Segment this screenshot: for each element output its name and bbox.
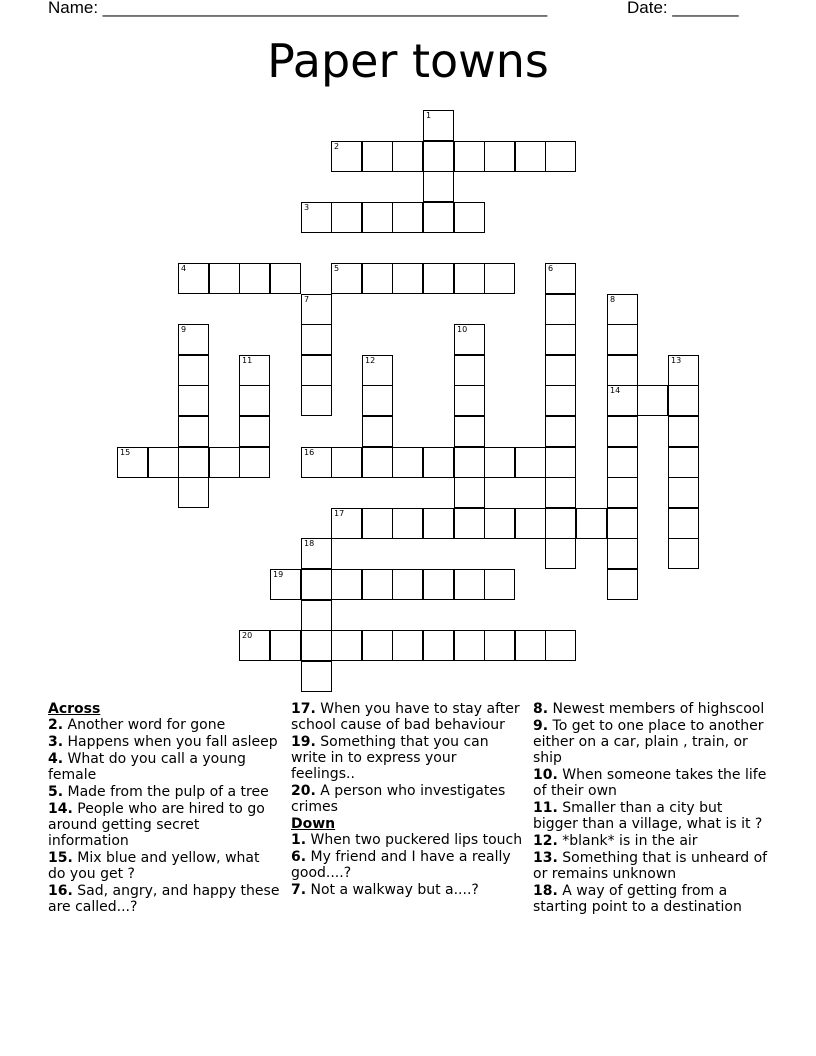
clue-column-3: [533, 701, 769, 916]
cell-number: 5: [334, 264, 340, 273]
clue-number: 13.: [533, 850, 558, 866]
grid-cell[interactable]: [423, 171, 454, 202]
grid-cell[interactable]: [362, 141, 393, 172]
clue-text: Newest members of highscool: [552, 701, 765, 717]
grid-cell[interactable]: [209, 263, 240, 294]
grid-cell[interactable]: [484, 141, 515, 172]
grid-cell[interactable]: [270, 263, 301, 294]
grid-cell[interactable]: [423, 508, 454, 539]
grid-cell[interactable]: [576, 508, 607, 539]
clue-text: When you have to stay after school cause of bad behaviour: [291, 701, 520, 733]
clue-number: 17.: [291, 701, 316, 717]
clue-number: 18.: [533, 883, 558, 899]
grid-cell[interactable]: [668, 477, 699, 508]
down-clue: [533, 718, 769, 766]
clue-number: 9.: [533, 718, 549, 734]
clue-number: 1.: [291, 832, 307, 848]
across-clue: [48, 751, 280, 783]
grid-cell[interactable]: [301, 294, 332, 325]
down-clue: [533, 833, 769, 849]
grid-cell[interactable]: [607, 416, 638, 447]
grid-cell[interactable]: [454, 477, 485, 508]
clue-text: *blank* is in the air: [562, 833, 698, 849]
across-clue: [291, 783, 523, 815]
clue-text: Something that is unheard of or remains unknown: [533, 850, 768, 882]
grid-cell[interactable]: [423, 630, 454, 661]
grid-cell[interactable]: [331, 447, 362, 478]
grid-cell[interactable]: [668, 416, 699, 447]
cell-number: 11: [242, 356, 253, 365]
grid-cell[interactable]: [362, 447, 393, 478]
grid-cell[interactable]: [362, 385, 393, 416]
clue-text: When someone takes the life of their own: [533, 767, 767, 799]
across-heading: Across: [48, 701, 101, 717]
grid-cell[interactable]: [454, 508, 485, 539]
grid-cell[interactable]: [301, 355, 332, 386]
grid-cell[interactable]: [392, 508, 423, 539]
grid-cell[interactable]: [209, 447, 240, 478]
grid-cell[interactable]: [148, 447, 179, 478]
grid-cell[interactable]: [423, 141, 454, 172]
grid-cell[interactable]: [637, 385, 668, 416]
grid-cell[interactable]: [545, 294, 576, 325]
cell-number: 17: [334, 509, 345, 518]
grid-cell[interactable]: [668, 508, 699, 539]
grid-cell[interactable]: [239, 630, 270, 661]
grid-cell[interactable]: [607, 508, 638, 539]
clue-text: People who are hired to go around getting secret information: [48, 801, 265, 849]
cell-number: 18: [304, 539, 315, 548]
clue-number: 12.: [533, 833, 558, 849]
clue-number: 14.: [48, 801, 73, 817]
down-clue: [291, 882, 523, 898]
grid-cell[interactable]: [362, 630, 393, 661]
grid-cell[interactable]: [454, 569, 485, 600]
grid-cell[interactable]: [454, 447, 485, 478]
grid-cell[interactable]: [331, 263, 362, 294]
cell-number: 19: [273, 570, 284, 579]
clue-text: Smaller than a city but bigger than a village, what is it ?: [533, 800, 763, 832]
grid-cell[interactable]: [301, 324, 332, 355]
grid-cell[interactable]: [178, 385, 209, 416]
clue-text: Another word for gone: [67, 717, 226, 733]
grid-cell[interactable]: [515, 508, 546, 539]
grid-cell[interactable]: [301, 202, 332, 233]
grid-cell[interactable]: [607, 385, 638, 416]
cell-number: 13: [671, 356, 682, 365]
grid-cell[interactable]: [454, 141, 485, 172]
across-clue: [48, 717, 280, 733]
grid-cell[interactable]: [607, 569, 638, 600]
clue-number: 7.: [291, 882, 307, 898]
grid-cell[interactable]: [423, 569, 454, 600]
grid-cell[interactable]: [454, 202, 485, 233]
grid-cell[interactable]: [362, 416, 393, 447]
clue-number: 8.: [533, 701, 549, 717]
grid-cell[interactable]: [239, 385, 270, 416]
cell-number: 20: [242, 631, 253, 640]
grid-cell[interactable]: [454, 324, 485, 355]
grid-cell[interactable]: [545, 324, 576, 355]
clue-text: To get to one place to another either on a car, plain , train, or ship: [533, 718, 764, 766]
clue-number: 15.: [48, 850, 73, 866]
grid-cell[interactable]: [668, 538, 699, 569]
grid-cell[interactable]: [423, 447, 454, 478]
grid-cell[interactable]: [545, 416, 576, 447]
grid-cell[interactable]: [454, 263, 485, 294]
grid-cell[interactable]: [484, 263, 515, 294]
grid-cell[interactable]: [362, 263, 393, 294]
clue-number: 10.: [533, 767, 558, 783]
grid-cell[interactable]: [454, 630, 485, 661]
across-clue: [48, 850, 280, 882]
grid-cell[interactable]: [392, 263, 423, 294]
clue-text: Mix blue and yellow, what do you get ?: [48, 850, 260, 882]
grid-cell[interactable]: [178, 263, 209, 294]
grid-cell[interactable]: [545, 355, 576, 386]
clue-number: 11.: [533, 800, 558, 816]
grid-cell[interactable]: [301, 447, 332, 478]
clue-text: Happens when you fall asleep: [67, 734, 278, 750]
down-clue: [533, 767, 769, 799]
name-field-label: Name: _______________________________________________: [48, 0, 548, 17]
cell-number: 10: [457, 325, 468, 334]
grid-cell[interactable]: [331, 508, 362, 539]
grid-cell[interactable]: [392, 447, 423, 478]
grid-cell[interactable]: [423, 202, 454, 233]
cell-number: 9: [181, 325, 187, 334]
grid-cell[interactable]: [484, 630, 515, 661]
clue-column-1: [48, 701, 280, 916]
grid-cell[interactable]: [392, 630, 423, 661]
cell-number: 12: [365, 356, 376, 365]
clue-column-2: [291, 701, 523, 899]
down-clue: [533, 850, 769, 882]
across-clue: [291, 734, 523, 782]
clue-number: 3.: [48, 734, 64, 750]
clue-number: 4.: [48, 751, 64, 767]
clue-number: 5.: [48, 784, 64, 800]
grid-cell[interactable]: [607, 477, 638, 508]
across-clue: [48, 801, 280, 849]
grid-cell[interactable]: [301, 630, 332, 661]
cell-number: 1: [426, 111, 432, 120]
grid-cell[interactable]: [239, 355, 270, 386]
grid-cell[interactable]: [178, 416, 209, 447]
clue-text: A person who investigates crimes: [291, 783, 506, 815]
grid-cell[interactable]: [545, 141, 576, 172]
grid-cell[interactable]: [392, 202, 423, 233]
grid-cell[interactable]: [178, 355, 209, 386]
grid-cell[interactable]: [607, 355, 638, 386]
cell-number: 3: [304, 203, 310, 212]
grid-cell[interactable]: [270, 630, 301, 661]
grid-cell[interactable]: [484, 508, 515, 539]
grid-cell[interactable]: [331, 630, 362, 661]
grid-cell[interactable]: [392, 141, 423, 172]
grid-cell[interactable]: [178, 324, 209, 355]
page-title: Paper towns: [267, 34, 549, 88]
grid-cell[interactable]: [239, 416, 270, 447]
cell-number: 14: [610, 386, 621, 395]
down-clue: [533, 701, 769, 717]
clue-text: A way of getting from a starting point to a destination: [533, 883, 742, 915]
clue-number: 20.: [291, 783, 316, 799]
date-field-label: Date: _______: [627, 0, 739, 17]
grid-cell[interactable]: [545, 447, 576, 478]
clue-text: Something that you can write in to express your feelings..: [291, 734, 489, 782]
grid-cell[interactable]: [362, 569, 393, 600]
grid-cell[interactable]: [484, 569, 515, 600]
grid-cell[interactable]: [301, 600, 332, 631]
clue-text: Not a walkway but a....?: [310, 882, 479, 898]
cell-number: 7: [304, 295, 310, 304]
cell-number: 6: [548, 264, 554, 273]
grid-cell[interactable]: [515, 141, 546, 172]
grid-cell[interactable]: [331, 141, 362, 172]
clue-text: What do you call a young female: [48, 751, 246, 783]
grid-cell[interactable]: [545, 263, 576, 294]
clue-number: 6.: [291, 849, 307, 865]
cell-number: 16: [304, 448, 315, 457]
across-clue: [48, 734, 280, 750]
grid-cell[interactable]: [178, 477, 209, 508]
cell-number: 2: [334, 142, 340, 151]
grid-cell[interactable]: [668, 355, 699, 386]
grid-cell[interactable]: [454, 416, 485, 447]
across-clue: [48, 883, 280, 915]
grid-cell[interactable]: [178, 447, 209, 478]
grid-cell[interactable]: [668, 447, 699, 478]
down-heading: Down: [291, 816, 336, 832]
grid-cell[interactable]: [545, 385, 576, 416]
grid-cell[interactable]: [117, 447, 148, 478]
down-clue: [291, 832, 523, 848]
cell-number: 15: [120, 448, 131, 457]
down-clue: [291, 849, 523, 881]
grid-cell[interactable]: [607, 324, 638, 355]
across-clue: [291, 701, 523, 733]
grid-cell[interactable]: [545, 508, 576, 539]
grid-cell[interactable]: [331, 202, 362, 233]
clue-text: My friend and I have a really good....?: [291, 849, 511, 881]
grid-cell[interactable]: [484, 447, 515, 478]
grid-cell[interactable]: [301, 385, 332, 416]
grid-cell[interactable]: [331, 569, 362, 600]
grid-cell[interactable]: [423, 110, 454, 141]
grid-cell[interactable]: [239, 263, 270, 294]
grid-cell[interactable]: [515, 447, 546, 478]
down-clue: [533, 800, 769, 832]
grid-cell[interactable]: [239, 447, 270, 478]
grid-cell[interactable]: [545, 538, 576, 569]
grid-cell[interactable]: [270, 569, 301, 600]
grid-cell[interactable]: [607, 538, 638, 569]
clue-number: 16.: [48, 883, 73, 899]
grid-cell[interactable]: [362, 508, 393, 539]
clue-text: Made from the pulp of a tree: [67, 784, 269, 800]
grid-cell[interactable]: [362, 202, 393, 233]
grid-cell[interactable]: [392, 569, 423, 600]
grid-cell[interactable]: [362, 355, 393, 386]
grid-cell[interactable]: [301, 569, 332, 600]
grid-cell[interactable]: [423, 263, 454, 294]
grid-cell[interactable]: [545, 477, 576, 508]
clue-text: When two puckered lips touch: [310, 832, 523, 848]
grid-cell[interactable]: [607, 447, 638, 478]
grid-cell[interactable]: [301, 661, 332, 692]
grid-cell[interactable]: [301, 538, 332, 569]
grid-cell[interactable]: [454, 355, 485, 386]
grid-cell[interactable]: [607, 294, 638, 325]
clue-number: 2.: [48, 717, 64, 733]
grid-cell[interactable]: [454, 385, 485, 416]
grid-cell[interactable]: [515, 630, 546, 661]
clue-text: Sad, angry, and happy these are called...?: [48, 883, 280, 915]
clue-number: 19.: [291, 734, 316, 750]
across-clue: [48, 784, 280, 800]
cell-number: 8: [610, 295, 616, 304]
down-clue: [533, 883, 769, 915]
grid-cell[interactable]: [668, 385, 699, 416]
cell-number: 4: [181, 264, 187, 273]
grid-cell[interactable]: [545, 630, 576, 661]
